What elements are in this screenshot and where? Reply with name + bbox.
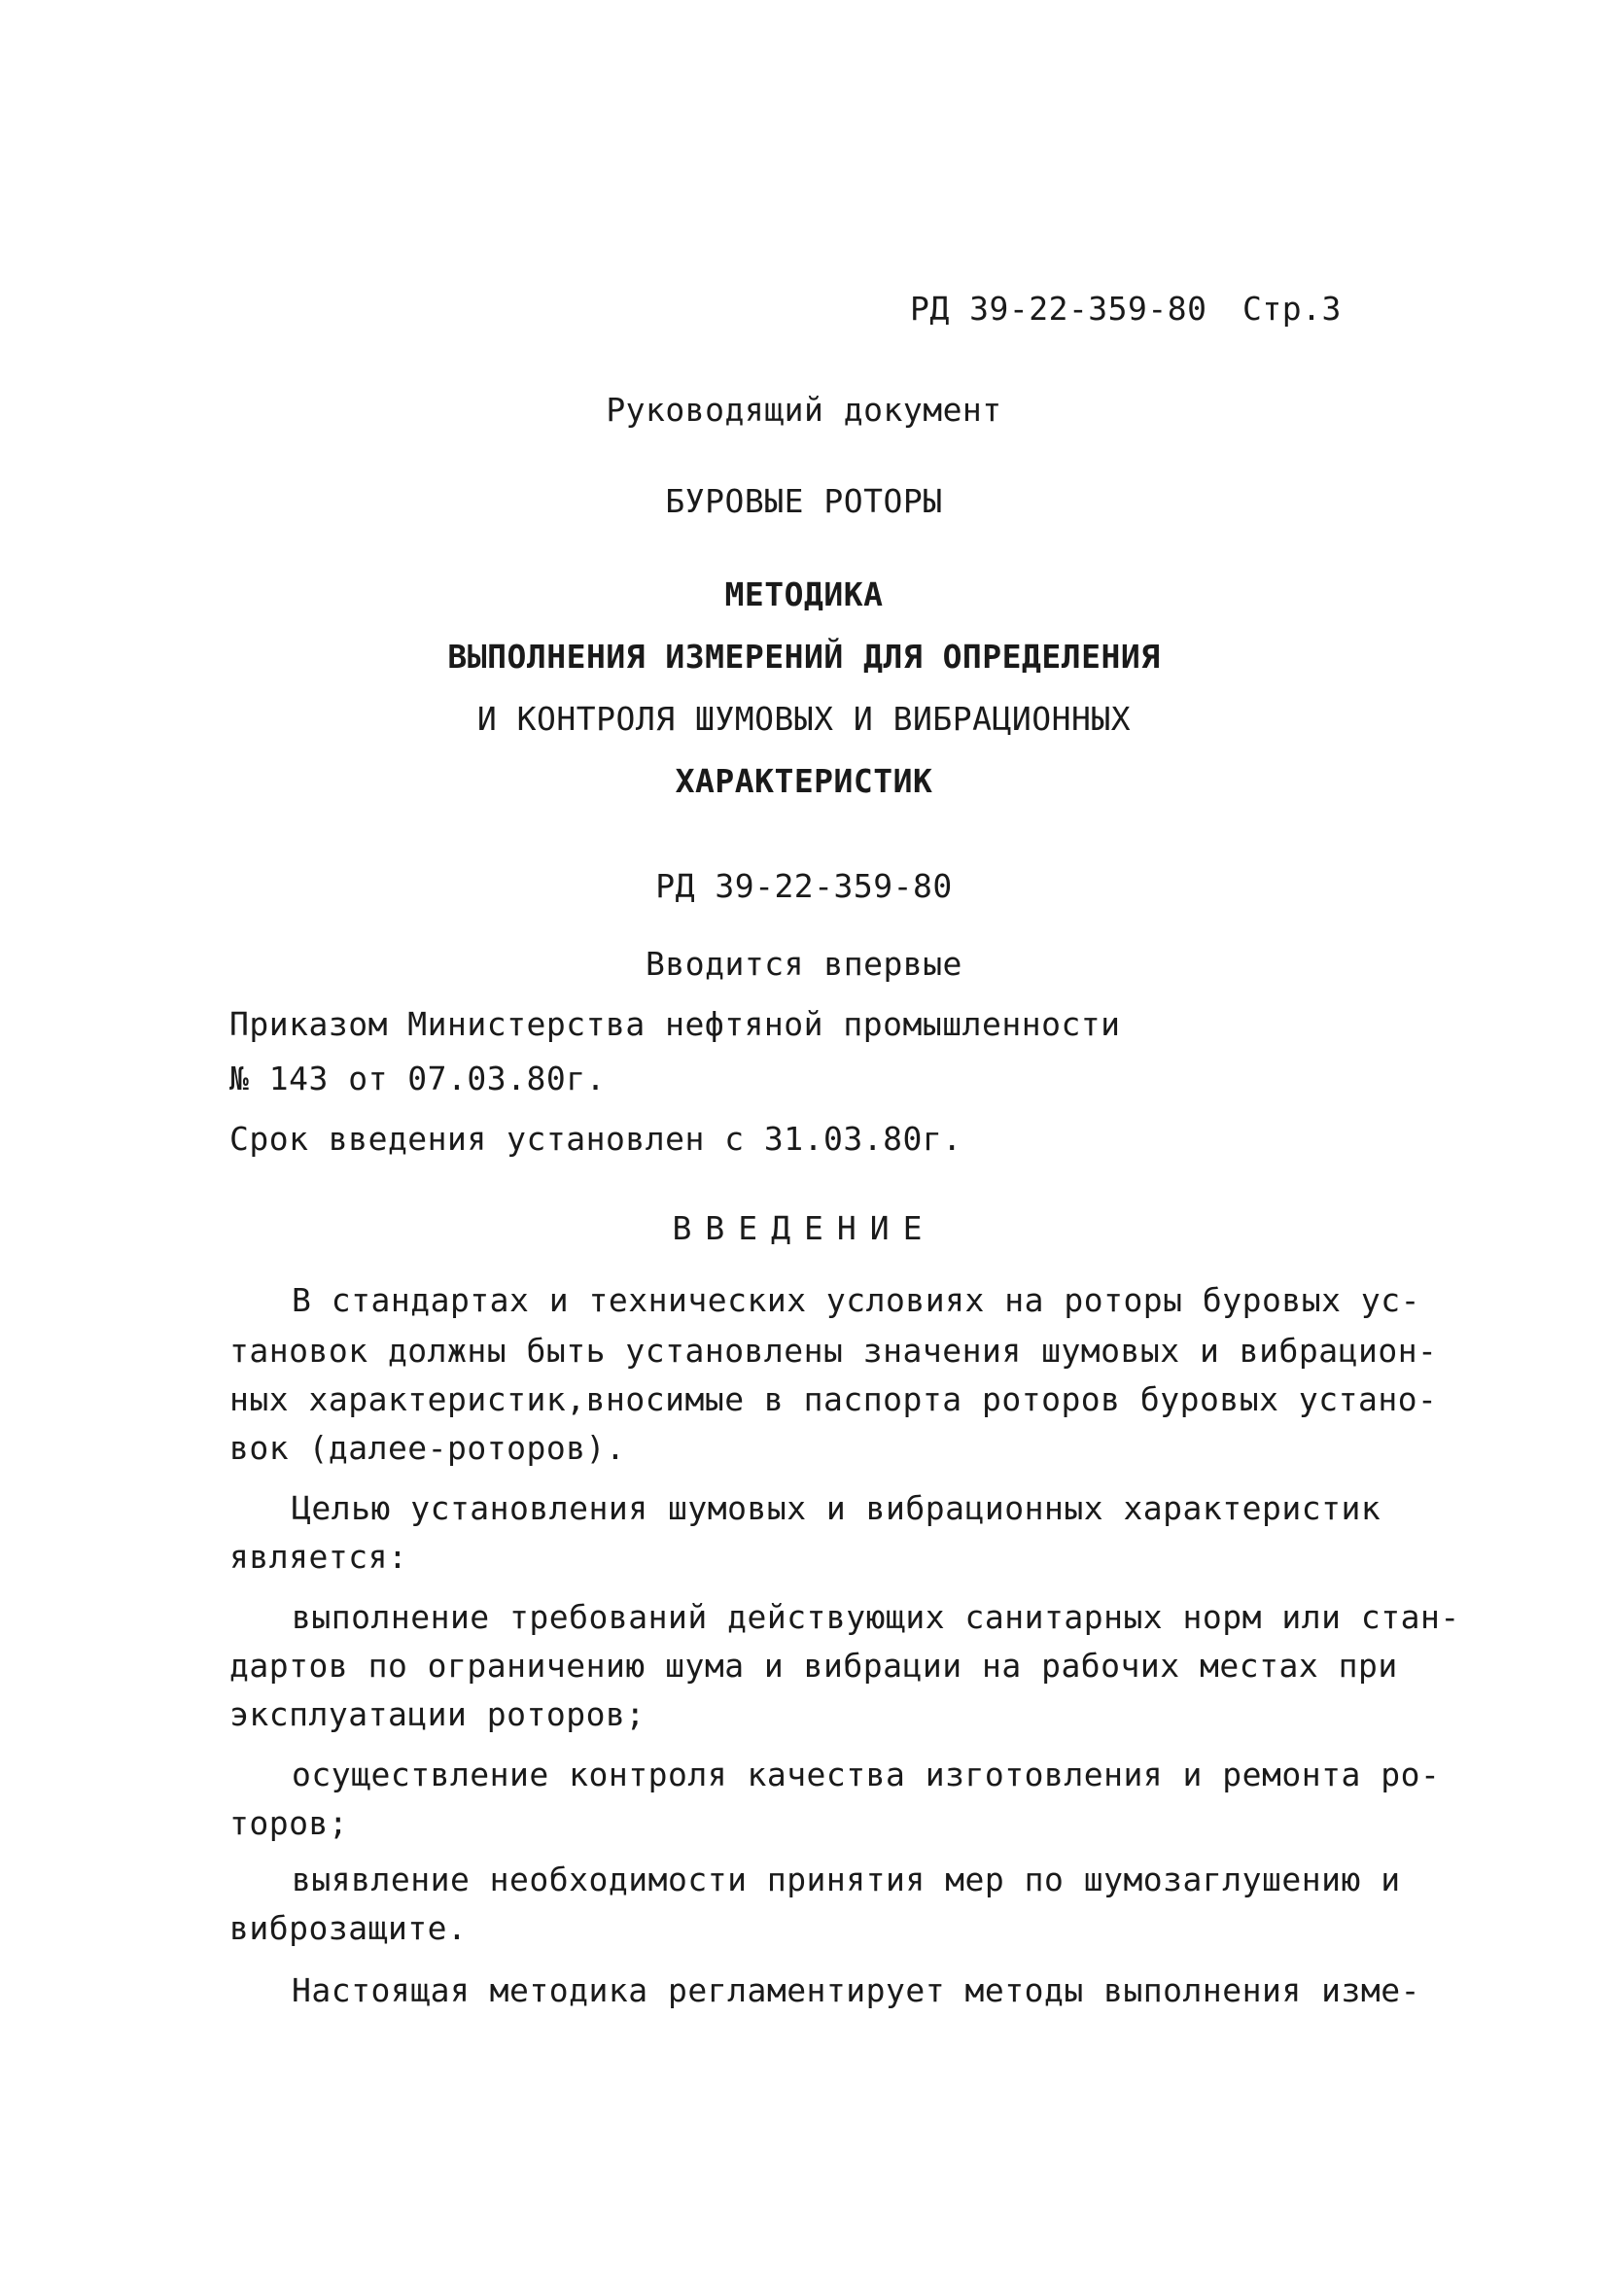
- paragraph-1-line-2: тановок должны быть установлены значения шумовых и вибрацион-: [229, 1332, 1438, 1370]
- title-line-4: ХАРАКТЕРИСТИК: [675, 762, 933, 800]
- paragraph-1-line-3: ных характеристик,вносимые в паспорта роторов буровых устано-: [229, 1380, 1438, 1418]
- doc-subject: БУРОВЫЕ РОТОРЫ: [665, 482, 943, 520]
- paragraph-2-line-1: Целью установления шумовых и вибрационных характеристик: [292, 1489, 1381, 1527]
- paragraph-5-line-2: виброзащите.: [229, 1909, 468, 1947]
- order-line-1: Приказом Министерства нефтяной промышленности: [229, 1005, 1121, 1043]
- paragraph-3-line-1: выполнение требований действующих санитарных норм или стан-: [292, 1598, 1460, 1636]
- paragraph-3-line-2: дартов по ограничению шума и вибрации на рабочих местах при: [229, 1647, 1398, 1685]
- effective-date: Срок введения установлен с 31.03.80г.: [229, 1120, 962, 1158]
- paragraph-6-line-1: Настоящая методика регламентирует методы выполнения изме-: [292, 1971, 1420, 2009]
- paragraph-5-line-1: выявление необходимости принятия мер по шумозаглушению и: [292, 1861, 1401, 1898]
- order-line-2: № 143 от 07.03.80г.: [229, 1060, 606, 1097]
- paragraph-1-line-1: В стандартах и технических условиях на роторы буровых ус-: [292, 1281, 1420, 1319]
- section-heading-introduction: ВВЕДЕНИЕ: [672, 1209, 936, 1247]
- paragraph-4-line-1: осуществление контроля качества изготовления и ремонта ро-: [292, 1756, 1441, 1793]
- doc-type: Руководящий документ: [606, 391, 1002, 429]
- paragraph-1-line-4: вок (далее-роторов).: [229, 1429, 626, 1467]
- introduced-note: Вводится впервые: [646, 945, 962, 983]
- title-line-1: МЕТОДИКА: [724, 575, 884, 613]
- header-doc-code: РД 39-22-359-80: [910, 290, 1207, 328]
- header-page-number: Стр.3: [1242, 290, 1342, 328]
- doc-number: РД 39-22-359-80: [655, 867, 953, 905]
- paragraph-3-line-3: эксплуатации роторов;: [229, 1695, 646, 1733]
- paragraph-4-line-2: торов;: [229, 1804, 349, 1842]
- paragraph-2-line-2: является:: [229, 1538, 408, 1576]
- title-line-2: ВЫПОЛНЕНИЯ ИЗМЕРЕНИЙ ДЛЯ ОПРЕДЕЛЕНИЯ: [447, 638, 1161, 676]
- title-line-3: И КОНТРОЛЯ ШУМОВЫХ И ВИБРАЦИОННЫХ: [476, 700, 1132, 738]
